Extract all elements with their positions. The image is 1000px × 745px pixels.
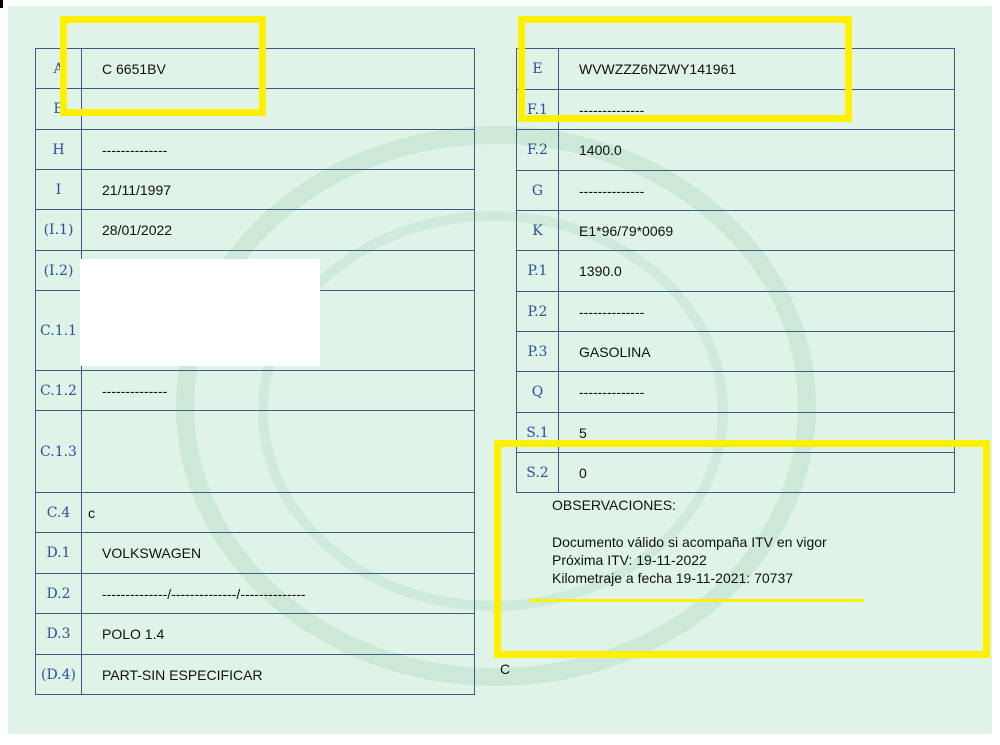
field-row-p1 bbox=[517, 251, 955, 292]
field-value: -------------- bbox=[82, 371, 475, 411]
field-row-q bbox=[517, 372, 955, 413]
observaciones-heading: OBSERVACIONES: bbox=[552, 497, 676, 513]
field-code: C.1.2 bbox=[36, 371, 82, 411]
field-value-fuel: GASOLINA bbox=[559, 332, 955, 372]
field-code: P.3 bbox=[517, 332, 559, 372]
highlight-box-vin bbox=[518, 16, 852, 122]
field-value: -------------- bbox=[82, 130, 475, 170]
field-code: C.1.1 bbox=[36, 291, 82, 371]
field-row-d2 bbox=[36, 574, 475, 614]
field-row-i bbox=[36, 170, 475, 210]
field-row-p3 bbox=[517, 332, 955, 372]
field-code: F.1 bbox=[517, 90, 559, 130]
field-code: A bbox=[36, 49, 82, 89]
field-code: G bbox=[517, 171, 559, 211]
field-row-d3 bbox=[36, 614, 475, 655]
observaciones-line-mileage: Kilometraje a fecha 19-11-2021: 70737 bbox=[552, 570, 794, 586]
field-value-registration: C 6651BV bbox=[82, 49, 475, 89]
field-code: (I.2) bbox=[36, 251, 82, 291]
field-value: -------------- bbox=[559, 292, 955, 332]
field-row-i1 bbox=[36, 210, 475, 251]
field-value-address bbox=[82, 411, 475, 493]
field-value-first-registration-date: 21/11/1997 bbox=[82, 170, 475, 210]
field-row-p2 bbox=[517, 292, 955, 332]
field-value: -------------- bbox=[559, 372, 955, 413]
field-row-g bbox=[517, 171, 955, 211]
field-code: C.1.3 bbox=[36, 411, 82, 493]
field-row-d4 bbox=[36, 655, 475, 695]
field-code: P.1 bbox=[517, 251, 559, 292]
observaciones-line-validity: Documento válido si acompaña ITV en vigor bbox=[552, 534, 827, 550]
field-value-model: POLO 1.4 bbox=[82, 614, 475, 655]
field-row-c12 bbox=[36, 371, 475, 411]
field-value-engine-capacity: 1390.0 bbox=[559, 251, 955, 292]
field-value: -------------- bbox=[559, 171, 955, 211]
field-row-f2 bbox=[517, 130, 955, 171]
redaction-box bbox=[80, 259, 320, 366]
field-row-c13 bbox=[36, 411, 475, 493]
field-code: S.2 bbox=[517, 453, 559, 493]
left-fields-table bbox=[35, 48, 475, 695]
field-code: H bbox=[36, 130, 82, 170]
field-value-category: PART-SIN ESPECIFICAR bbox=[82, 655, 475, 695]
field-value-make: VOLKSWAGEN bbox=[82, 533, 475, 574]
field-code: C.4 bbox=[36, 493, 82, 533]
field-code: F.2 bbox=[517, 130, 559, 171]
field-value-type-variant: --------------/--------------/-------------- bbox=[82, 574, 475, 614]
field-code: P.2 bbox=[517, 292, 559, 332]
field-code: S.1 bbox=[517, 413, 559, 453]
field-row-c4 bbox=[36, 493, 475, 533]
observaciones-line-next-itv: Próxima ITV: 19-11-2022 bbox=[552, 552, 707, 568]
field-code: Q bbox=[517, 372, 559, 413]
field-row-d1 bbox=[36, 533, 475, 574]
field-code: D.2 bbox=[36, 574, 82, 614]
field-code: D.3 bbox=[36, 614, 82, 655]
field-value-issue-date: 28/01/2022 bbox=[82, 210, 475, 251]
highlight-box-observaciones bbox=[494, 440, 990, 658]
field-value-approval-number: E1*96/79*0069 bbox=[559, 211, 955, 251]
field-code: I bbox=[36, 170, 82, 210]
footer-letter: C bbox=[500, 661, 511, 677]
field-value: -------------- bbox=[82, 89, 475, 130]
field-code: B bbox=[36, 89, 82, 130]
field-value-max-mass: 1400.0 bbox=[559, 130, 955, 171]
field-code: (I.1) bbox=[36, 210, 82, 251]
field-row-h bbox=[36, 130, 475, 170]
field-code: E bbox=[517, 49, 559, 90]
field-code: (D.4) bbox=[36, 655, 82, 695]
field-code: D.1 bbox=[36, 533, 82, 574]
scan-corner-mark bbox=[0, 0, 3, 8]
field-value-seats: 5 bbox=[559, 413, 955, 453]
highlight-underline bbox=[530, 599, 864, 602]
field-code: K bbox=[517, 211, 559, 251]
field-value: c bbox=[82, 493, 475, 533]
field-value-standing-places: 0 bbox=[559, 453, 955, 493]
field-value-vin: WVWZZZ6NZWY141961 bbox=[559, 49, 955, 90]
field-value: -------------- bbox=[559, 90, 955, 130]
field-row-k bbox=[517, 211, 955, 251]
highlight-box-plate bbox=[60, 16, 266, 116]
